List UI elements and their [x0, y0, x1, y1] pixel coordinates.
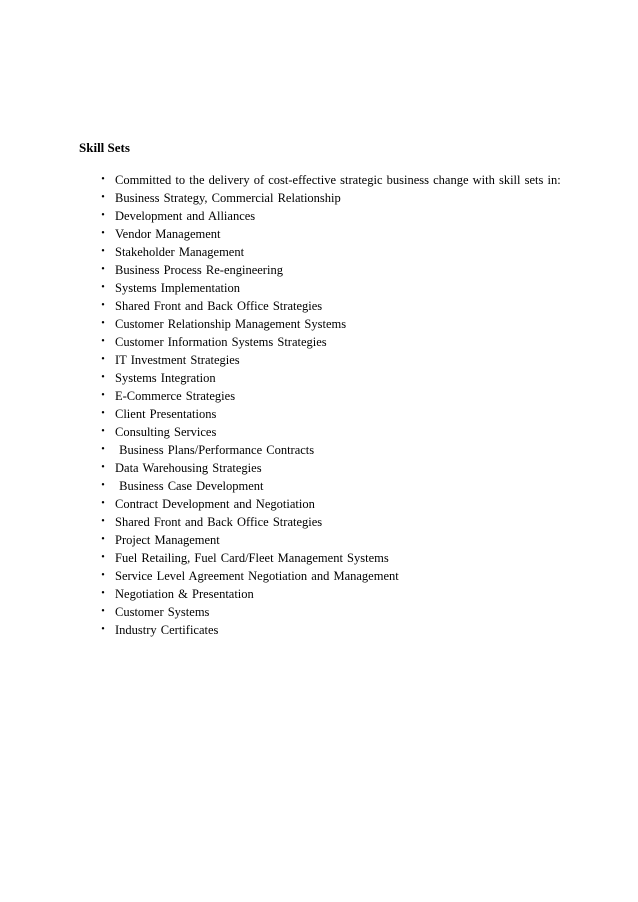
bullet-icon: •	[101, 264, 105, 275]
bullet-icon: •	[101, 192, 105, 203]
bullet-icon: •	[101, 336, 105, 347]
bullet-icon: •	[101, 462, 105, 473]
skill-text: Service Level Agreement Negotiation and Management	[115, 569, 399, 583]
bullet-icon: •	[101, 246, 105, 257]
skill-text: Customer Systems	[115, 605, 210, 619]
skill-text: Project Management	[115, 533, 220, 547]
bullet-icon: •	[101, 390, 105, 401]
skill-text: Fuel Retailing, Fuel Card/Fleet Management Systems	[115, 551, 389, 565]
bullet-icon: •	[101, 534, 105, 545]
bullet-icon: •	[101, 318, 105, 329]
skill-text: E-Commerce Strategies	[115, 389, 236, 403]
bullet-icon: •	[101, 354, 105, 365]
bullet-icon: •	[101, 426, 105, 437]
bullet-icon: •	[101, 228, 105, 239]
bullet-icon: •	[101, 282, 105, 293]
section-heading: Skill Sets	[79, 140, 130, 155]
bullet-icon: •	[101, 372, 105, 383]
skill-text: Industry Certificates	[115, 623, 219, 637]
bullet-icon: •	[101, 624, 105, 635]
skill-text: Vendor Management	[115, 227, 221, 241]
skill-text: Business Strategy, Commercial Relationship	[115, 191, 341, 205]
bullet-icon: •	[101, 552, 105, 563]
skill-text: Shared Front and Back Office Strategies	[115, 515, 323, 529]
skill-text: Negotiation & Presentation	[115, 587, 254, 601]
skill-text: Customer Information Systems Strategies	[115, 335, 327, 349]
bullet-icon: •	[101, 570, 105, 581]
skill-text: Contract Development and Negotiation	[115, 497, 315, 511]
skill-text: Business Case Development	[115, 479, 264, 493]
skill-text: Business Process Re-engineering	[115, 263, 283, 277]
bullet-icon: •	[101, 174, 105, 185]
skill-text: Data Warehousing Strategies	[115, 461, 262, 475]
bullet-icon: •	[101, 444, 105, 455]
skill-text: IT Investment Strategies	[115, 353, 240, 367]
bullet-icon: •	[101, 516, 105, 527]
bullet-icon: •	[101, 300, 105, 311]
skill-text: Customer Relationship Management Systems	[115, 317, 347, 331]
skill-text: Systems Integration	[115, 371, 216, 385]
bullet-icon: •	[101, 210, 105, 221]
bullet-icon: •	[101, 588, 105, 599]
skill-text: Systems Implementation	[115, 281, 240, 295]
skill-text: Stakeholder Management	[115, 245, 245, 259]
bullet-icon: •	[101, 606, 105, 617]
skill-text: Development and Alliances	[115, 209, 256, 223]
skill-text: Consulting Services	[115, 425, 217, 439]
skill-text: Committed to the delivery of cost-effective strategic business change with skill sets in:	[115, 173, 561, 187]
skill-text: Business Plans/Performance Contracts	[115, 443, 315, 457]
skill-text: Shared Front and Back Office Strategies	[115, 299, 323, 313]
skill-text: Client Presentations	[115, 407, 217, 421]
bullet-icon: •	[101, 408, 105, 419]
bullet-icon: •	[101, 480, 105, 491]
bullet-icon: •	[101, 498, 105, 509]
